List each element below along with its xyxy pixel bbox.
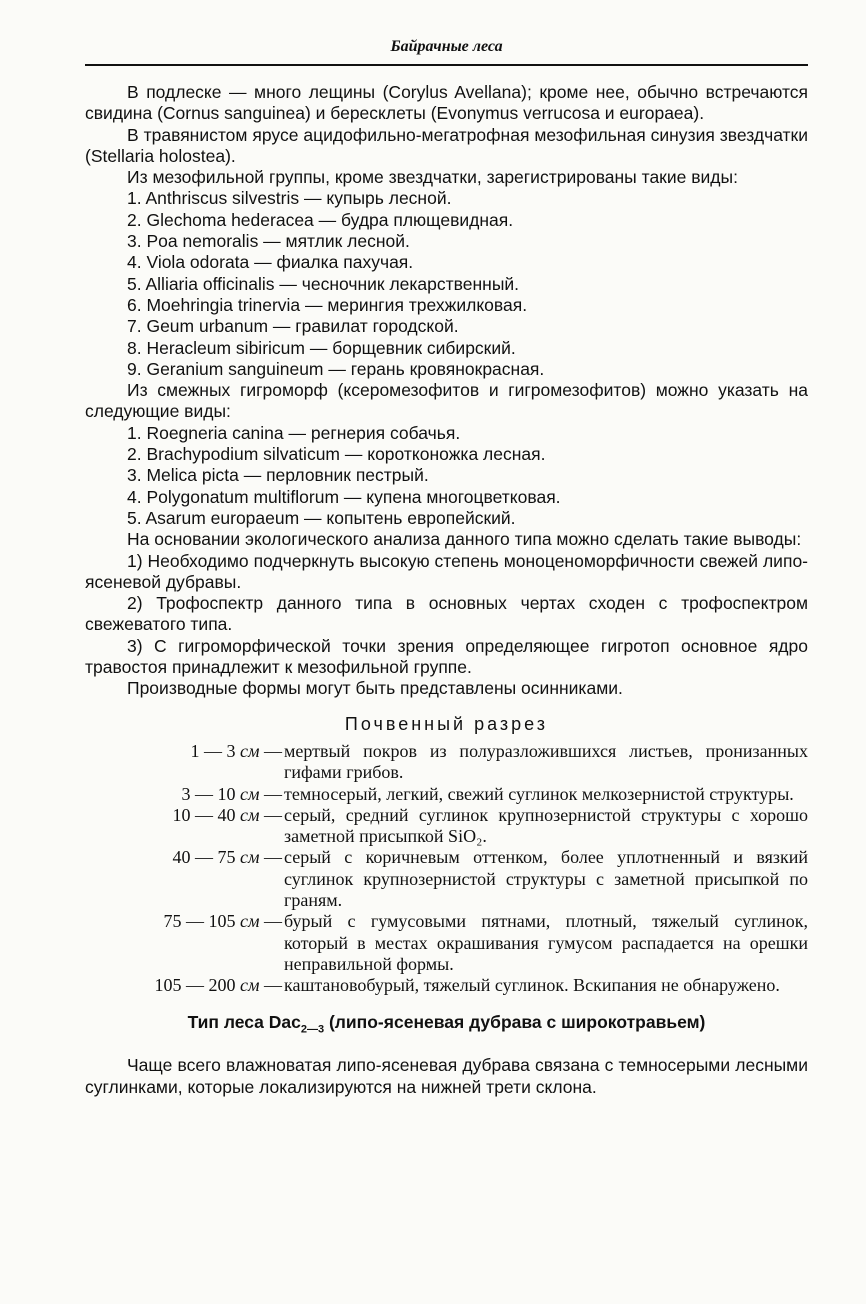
list-item: 4. Polygonatum multiflorum — купена многоцветковая. (127, 486, 561, 507)
soil-description: бурый с гумусовыми пятнами, плотный, тяжелый суглинок, который в местах окрашивания гумусом распадается на орешки неправильной формы. (284, 911, 808, 974)
mesophilic-species-list (85, 188, 808, 380)
running-header: Байрачные леса (390, 38, 503, 55)
soil-unit: см (240, 783, 260, 804)
soil-profile (85, 741, 808, 997)
conclusion-3: 3) С гигроморфической точки зрения определяющее гигротоп основное ядро травостоя принадлежит к мезофильной группе. (85, 635, 808, 678)
conclusion-2: 2) Трофоспектр данного типа в основных чертах сходен с трофоспектром свежеватого типа. (85, 593, 808, 635)
paragraph-hygromorph-intro: Из смежных гигроморф (ксеромезофитов и гигромезофитов) можно указать на следующие виды: (85, 380, 808, 422)
soil-description: серый, средний суглинок крупнозернистой структуры с хорошо заметной присыпкой SiO₂. (284, 804, 808, 847)
soil-unit: см (240, 740, 260, 761)
soil-depth: 75 — 105 (163, 911, 236, 932)
paragraph-derivative-forms: Производные формы могут быть представлены осинниками. (127, 678, 623, 699)
soil-depth: 105 — 200 (154, 975, 236, 996)
list-item: 3. Melica picta — перловник пестрый. (127, 465, 429, 486)
paragraph-herb-layer: В травянистом ярусе ацидофильно-мегатрофная мезофильная синузия звездчатки (Stellaria holostea). (85, 124, 808, 166)
conclusion-1: 1) Необходимо подчеркнуть высокую степень моноценоморфичности свежей липо-ясеневой дубравы. (85, 550, 808, 592)
soil-layer: 40 — 75 см — серый с коричневым оттенком, более уплотненный и вязкий суглинок крупнозернистой структуры с заметной присыпкой по граням. (172, 847, 808, 910)
paragraph-conclusions-intro: На основании экологического анализа данного типа можно сделать такие выводы: (127, 529, 802, 550)
list-item: 9. Geranium sanguineum — герань кровянокрасная. (127, 358, 545, 379)
list-item: 8. Heracleum sibiricum — борщевник сибирский. (127, 337, 516, 358)
list-item: 1. Anthriscus silvestris — купырь лесной. (127, 188, 452, 209)
list-item: 7. Geum urbanum — гравилат городской. (127, 316, 459, 337)
list-item: 2. Glechoma hederacea — будра плющевидная. (127, 209, 514, 230)
paragraph-undergrowth: В подлеске — много лещины (Corylus Avellana); кроме нее, обычно встречаются свидина (Cornus sanguinea) и бересклеты (Evonymus verrucosa и europaea). (85, 82, 808, 124)
list-item: 6. Moehringia trinervia — мерингия трехжилковая. (127, 294, 528, 315)
forest-type-title: Тип леса Dac$_{2—3}$ (липо-ясеневая дубрава с широкотравьем) (187, 1012, 706, 1036)
paragraph-forest-type: Чаще всего влажноватая липо-ясеневая дубрава связана с темносерыми лесными суглинками, которые локализируются на нижней трети склона. (85, 1055, 808, 1097)
soil-depth: 3 — 10 (181, 783, 236, 804)
soil-unit: см (240, 847, 260, 868)
soil-description: каштановобурый, тяжелый суглинок. Вскипания не обнаружено. (284, 975, 780, 996)
soil-depth: 10 — 40 (172, 804, 236, 825)
list-item: 2. Brachypodium silvaticum — коротконожка лесная. (127, 444, 546, 465)
soil-unit: см (240, 804, 260, 825)
soil-unit: см (240, 975, 260, 996)
paragraph-mesophilic-intro: Из мезофильной группы, кроме звездчатки, зарегистрированы такие виды: (127, 167, 738, 188)
soil-layer: 3 — 10 см — темносерый, легкий, свежий суглинок мелкозернистой структуры. (85, 784, 808, 805)
list-item: 4. Viola odorata — фиалка пахучая. (127, 252, 414, 273)
soil-depth: 1 — 3 (190, 740, 236, 761)
soil-layer: 75 — 105 см — бурый с гумусовыми пятнами, плотный, тяжелый суглинок, который в местах окрашивания гумусом распадается на орешки неправильной формы. (163, 911, 808, 974)
soil-layer: 10 — 40 см — серый, средний суглинок крупнозернистой структуры с хорошо заметной присыпкой SiO₂. (172, 804, 808, 847)
soil-section-title: Почвенный разрез (344, 713, 549, 734)
hygromorph-species-list (85, 423, 808, 529)
soil-description: серый с коричневым оттенком, более уплотненный и вязкий суглинок крупнозернистой структуры с заметной присыпкой по граням. (284, 847, 808, 910)
list-item: 3. Poa nemoralis — мятлик лесной. (127, 231, 410, 252)
soil-layer: 1 — 3 см — мертвый покров из полуразложившихся листьев, пронизанных гифами грибов. (190, 740, 808, 783)
soil-depth: 40 — 75 (172, 847, 236, 868)
list-item: 5. Alliaria officinalis — чесночник лекарственный. (127, 273, 520, 294)
list-item: 5. Asarum europaeum — копытень европейский. (127, 507, 516, 528)
page-content (85, 82, 808, 1098)
soil-description: мертвый покров из полуразложившихся листьев, пронизанных гифами грибов. (284, 740, 808, 783)
header-rule (85, 64, 808, 66)
soil-unit: см (240, 911, 260, 932)
list-item: 1. Roegneria canina — регнерия собачья. (127, 422, 461, 443)
soil-layer: 105 — 200 см — каштановобурый, тяжелый суглинок. Вскипания не обнаружено. (85, 975, 808, 996)
soil-description: темносерый, легкий, свежий суглинок мелкозернистой структуры. (284, 783, 794, 804)
